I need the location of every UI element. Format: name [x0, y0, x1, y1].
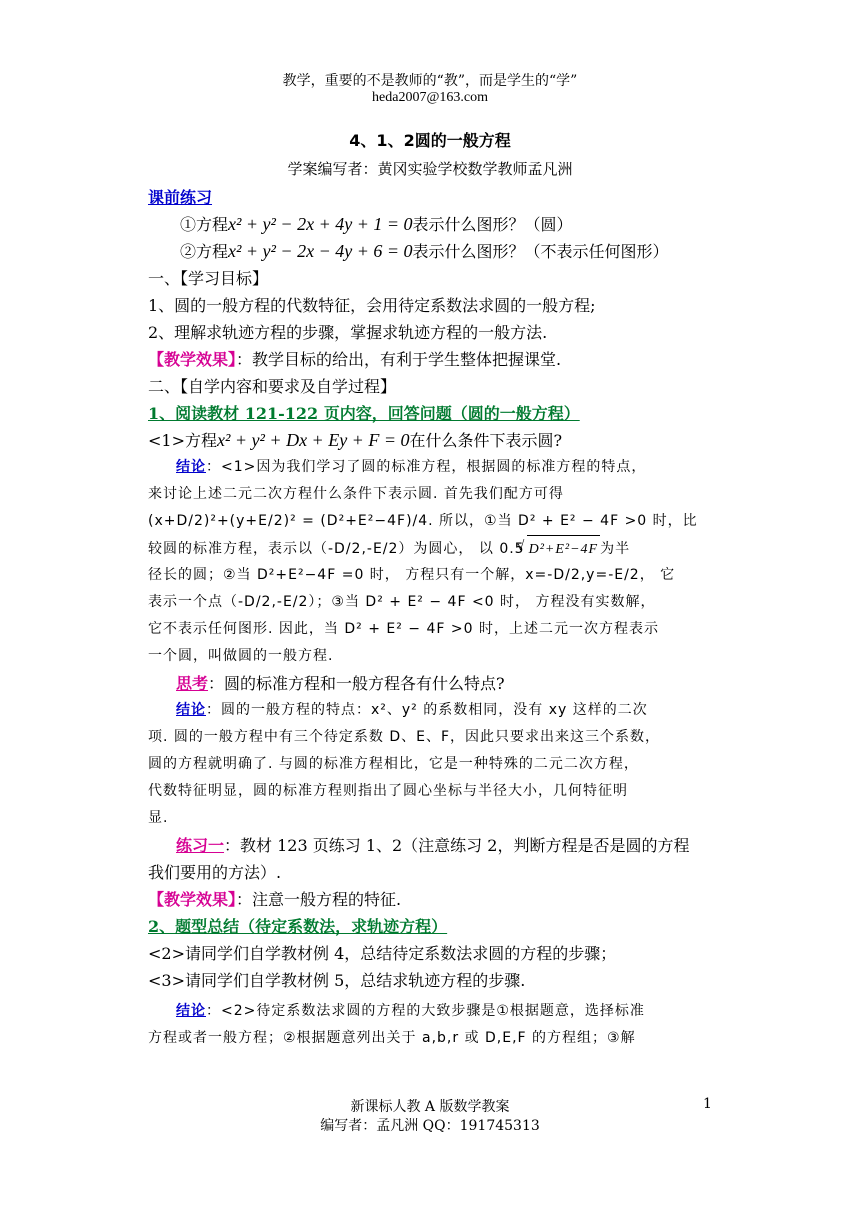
header-email: heda2007@163.com — [372, 90, 488, 105]
section2-heading: 二、【自学内容和要求及自学过程】 — [148, 377, 397, 396]
conclusion2-line-5: 显. — [148, 810, 169, 826]
document-body — [148, 184, 714, 1052]
conclusion-label: 结论 — [176, 459, 206, 475]
equation: x² + y² − 2x − 4y + 6 = 0 — [228, 241, 413, 261]
question-3: <3>请同学们自学教材例 5，总结求轨迹方程的步骤. — [148, 971, 526, 990]
author-line: 学案编写者：黄冈实验学校数学教师孟凡洲 — [287, 160, 573, 178]
conclusion3-line-2: 方程或者一般方程；②根据题意列出关于 a,b,r 或 D,E,F 的方程组；③解 — [148, 1030, 636, 1046]
think-label: 思考 — [176, 674, 209, 693]
conclusion1-line-5: 径长的圆；②当 D²+E²−4F =0 时， 方程只有一个解，x=-D/2,y=-E/2， 它 — [148, 567, 676, 583]
conclusion1-line-3: (x+D/2)²+(y+E/2)² = (D²+E²−4F)/4. 所以，①当 D² + E² − 4F >0 时，比 — [148, 513, 698, 529]
exercise1-line-2: 我们要用的方法）. — [148, 863, 282, 882]
conclusion1-line-2: 来讨论上述二元二次方程什么条件下表示圆. 首先我们配方可得 — [148, 486, 564, 502]
part2-heading: 2、题型总结（待定系数法，求轨迹方程） — [148, 917, 448, 936]
pre-exercise-q2: ②方程x² + y² − 2x − 4y + 6 = 0表示什么图形？（不表示任何图形） — [180, 241, 669, 261]
conclusion1-line-4: 较圆的标准方程，表示以（-D/2,-E/2）为圆心， 以 0.5√ D²+E²−4F 为半 — [148, 535, 714, 562]
conclusion2-line-1: 结论：圆的一般方程的特点：x²、y² 的系数相同，没有 xy 这样的二次 — [176, 702, 648, 718]
equation: x² + y² + Dx + Ey + F = 0 — [217, 430, 410, 450]
header-motto: 教学，重要的不是教师的“教”，而是学生的“学” — [282, 73, 578, 89]
conclusion1-line-6: 表示一个点（-D/2,-E/2）；③当 D² + E² − 4F <0 时， 方程没有实数解， — [148, 594, 656, 610]
pre-exercise-q1: ①方程x² + y² − 2x + 4y + 1 = 0表示什么图形？（圆） — [180, 214, 573, 234]
conclusion2-line-4: 代数特征明显，圆的标准方程则指出了圆心坐标与半径大小，几何特征明 — [148, 783, 628, 799]
conclusion2-line-2: 项. 圆的一般方程中有三个待定系数 D、E、F，因此只要求出来这三个系数， — [148, 729, 661, 745]
goal-2: 2、理解求轨迹方程的步骤，掌握求轨迹方程的一般方法. — [148, 323, 548, 342]
conclusion2-line-3: 圆的方程就明确了. 与圆的标准方程相比，它是一种特殊的二元二次方程， — [148, 756, 639, 772]
section1-heading: 一、【学习目标】 — [148, 269, 269, 288]
page-number: 1 — [703, 1096, 712, 1112]
conclusion-label: 结论 — [176, 1003, 206, 1019]
teaching-effect-1: 【教学效果】：教学目标的给出，有利于学生整体把握课堂. — [148, 350, 562, 369]
teaching-effect-2: 【教学效果】：注意一般方程的特征. — [148, 890, 402, 909]
conclusion-label: 结论 — [176, 702, 206, 718]
goal-1: 1、圆的一般方程的代数特征，会用待定系数法求圆的一般方程; — [148, 296, 596, 315]
part1-heading: 1、阅读教材 121-122 页内容，回答问题（圆的一般方程） — [148, 404, 580, 423]
page-title: 4、1、2圆的一般方程 — [349, 131, 511, 150]
footer-line-2: 编写者：孟凡洲 QQ：191745313 — [320, 1118, 540, 1134]
conclusion3-line-1: 结论：<2>待定系数法求圆的方程的大致步骤是①根据题意，选择标准 — [176, 1003, 645, 1019]
question-1: <1>方程x² + y² + Dx + Ey + F = 0在什么条件下表示圆? — [148, 430, 563, 450]
radius-sqrt: √ D²+E²−4F — [527, 535, 601, 563]
pre-exercise-heading: 课前练习 — [148, 188, 213, 207]
exercise1-line-1: 练习一：教材 123 页练习 1、2（注意练习 2，判断方程是否是圆的方程 — [176, 836, 690, 855]
question-2: <2>请同学们自学教材例 4，总结待定系数法求圆的方程的步骤； — [148, 944, 617, 963]
conclusion1-line-7: 它不表示任何图形. 因此，当 D² + E² − 4F >0 时，上述二元一次方程表示 — [148, 621, 659, 637]
equation: x² + y² − 2x + 4y + 1 = 0 — [228, 214, 413, 234]
conclusion1-line-1: 结论：<1>因为我们学习了圆的标准方程，根据圆的标准方程的特点， — [176, 459, 647, 475]
footer-line-1: 新课标人教 A 版数学教案 — [350, 1099, 510, 1115]
conclusion1-line-8: 一个圆，叫做圆的一般方程. — [148, 648, 334, 664]
think-line: 思考：圆的标准方程和一般方程各有什么特点? — [176, 674, 505, 693]
exercise1-label: 练习一 — [176, 836, 225, 855]
